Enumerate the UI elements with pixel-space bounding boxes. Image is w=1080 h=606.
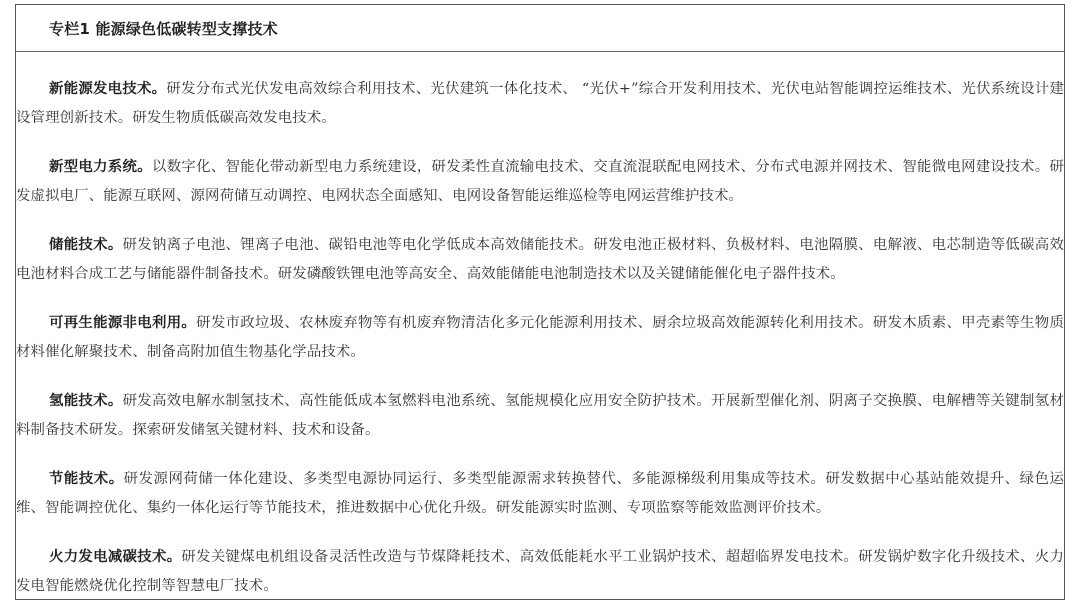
paragraph-text: 研发钠离子电池、锂离子电池、碳铅电池等电化学低成本高效储能技术。研发电池正极材料、负极材料、电池隔膜、电解液、电芯制造等低碳高效电池材料合成工艺与储能器件制备技术。研发磷酸铁锂电池等高安全、高效能储能电池制造技术以及关键储能催化电子器件技术。 xyxy=(16,237,1064,282)
column-box xyxy=(15,4,1065,600)
paragraph-hydrogen xyxy=(16,386,1064,445)
paragraph-term: 氢能技术。 xyxy=(49,392,123,409)
paragraph-term: 节能技术。 xyxy=(49,470,124,487)
column-content xyxy=(16,52,1064,601)
paragraph-new-power-system xyxy=(16,152,1064,211)
paragraph-text: 研发关键煤电机组设备灵活性改造与节煤降耗技术、高效低能耗水平工业锅炉技术、超超临界发电技术。研发锅炉数字化升级技术、火力发电智能燃烧优化控制等智慧电厂技术。 xyxy=(16,549,1064,594)
paragraph-term: 储能技术。 xyxy=(49,236,123,253)
paragraph-text: 研发高效电解水制氢技术、高性能低成本氢燃料电池系统、氢能规模化应用安全防护技术。开展新型催化剂、阴离子交换膜、电解槽等关键制氢材料制备技术研发。探索研发储氢关键材料、技术和设备。 xyxy=(16,393,1064,438)
column-title: 专栏1 能源绿色低碳转型支撑技术 xyxy=(49,19,278,38)
paragraph-energy-saving xyxy=(16,464,1064,523)
paragraph-thermal-power-carbon xyxy=(16,542,1064,601)
column-header xyxy=(16,5,1064,52)
paragraph-term: 新型电力系统。 xyxy=(49,158,152,175)
paragraph-term: 可再生能源非电利用。 xyxy=(49,314,197,331)
paragraph-term: 新能源发电技术。 xyxy=(49,80,167,97)
paragraph-energy-storage xyxy=(16,230,1064,289)
paragraph-text: 研发分布式光伏发电高效综合利用技术、光伏建筑一体化技术、 “光伏+”综合开发利用技术、光伏电站智能调控运维技术、光伏系统设计建设管理创新技术。研发生物质低碳高效发电技术。 xyxy=(16,81,1064,126)
paragraph-text: 以数字化、智能化带动新型电力系统建设，研发柔性直流输电技术、交直流混联配电网技术、分布式电源并网技术、智能微电网建设技术。研发虚拟电厂、能源互联网、源网荷储互动调控、电网状态全面感知、电网设备智能运维巡检等电网运营维护技术。 xyxy=(16,159,1064,204)
paragraph-renewable-non-electric xyxy=(16,308,1064,367)
paragraph-term: 火力发电减碳技术。 xyxy=(49,548,182,565)
paragraph-new-energy-generation xyxy=(16,74,1064,133)
paragraph-text: 研发市政垃圾、农林废弃物等有机废弃物清洁化多元化能源利用技术、厨余垃圾高效能源转化利用技术。研发木质素、甲壳素等生物质材料催化解聚技术、制备高附加值生物基化学品技术。 xyxy=(16,315,1064,360)
paragraph-text: 研发源网荷储一体化建设、多类型电源协同运行、多类型能源需求转换替代、多能源梯级利用集成等技术。研发数据中心基站能效提升、绿色运维、智能调控优化、集约一体化运行等节能技术，推进数据中心优化升级。研发能源实时监测、专项监察等能效监测评价技术。 xyxy=(16,471,1064,516)
